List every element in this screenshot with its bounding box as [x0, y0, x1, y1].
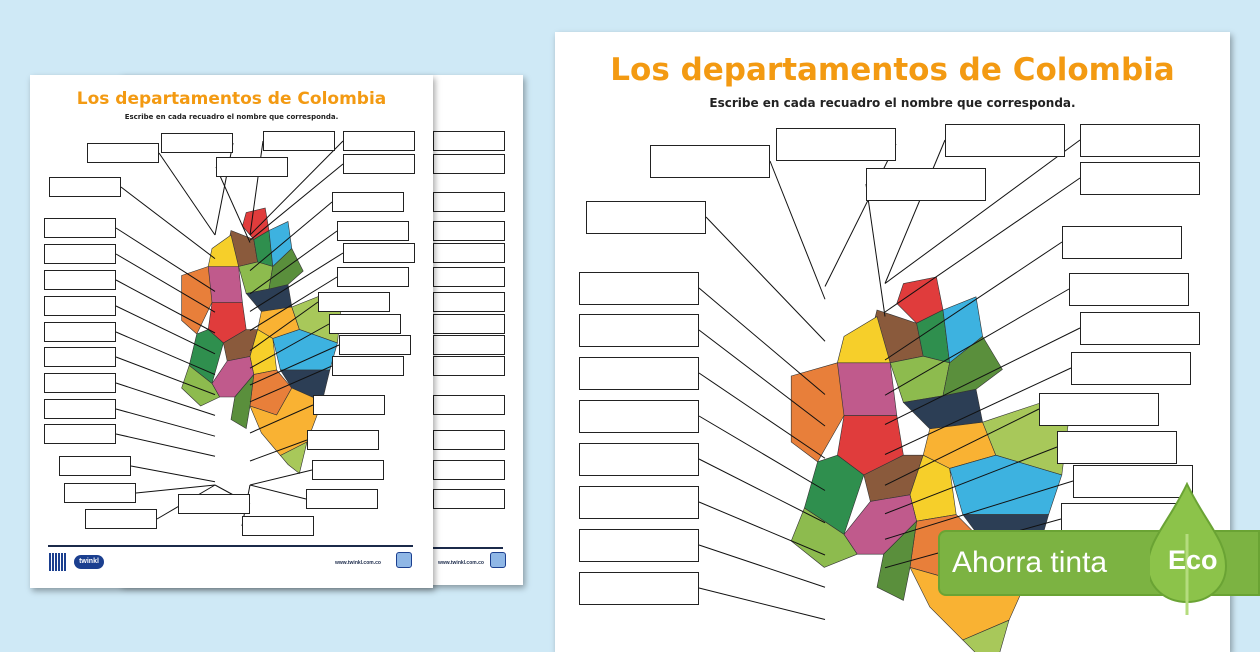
- answer-box[interactable]: [161, 133, 233, 153]
- leader-line: [131, 466, 215, 482]
- answer-box[interactable]: [433, 314, 505, 334]
- answer-box[interactable]: [433, 335, 505, 355]
- eco-badge-label: Ahorra tinta: [952, 546, 1108, 579]
- answer-box[interactable]: [579, 486, 699, 519]
- answer-box[interactable]: [579, 400, 699, 433]
- answer-box[interactable]: [579, 529, 699, 562]
- worksheet-title: Los departamentos de Colombia: [76, 89, 387, 109]
- answer-box[interactable]: [1039, 393, 1159, 426]
- worksheet-small: [30, 75, 433, 588]
- twinkl-logo: twinkl: [74, 555, 104, 569]
- answer-box[interactable]: [49, 177, 121, 197]
- department-region: [791, 363, 844, 462]
- answer-box[interactable]: [306, 489, 378, 509]
- answer-box[interactable]: [64, 483, 136, 503]
- answer-box[interactable]: [433, 154, 505, 174]
- answer-box[interactable]: [339, 335, 411, 355]
- leader-line: [116, 409, 215, 436]
- twinkl-badge-icon: [490, 552, 506, 568]
- footer-url: www.twinkl.com.co: [438, 560, 484, 566]
- leader-line: [116, 228, 215, 291]
- answer-box[interactable]: [579, 272, 699, 305]
- answer-box[interactable]: [579, 357, 699, 390]
- answer-box[interactable]: [1069, 273, 1189, 306]
- answer-box[interactable]: [337, 267, 409, 287]
- answer-box[interactable]: [178, 494, 250, 514]
- answer-box[interactable]: [1080, 312, 1200, 345]
- leader-line: [250, 141, 343, 235]
- answer-box[interactable]: [44, 270, 116, 290]
- answer-box[interactable]: [433, 131, 505, 151]
- answer-box[interactable]: [1071, 352, 1191, 385]
- answer-box[interactable]: [343, 243, 415, 263]
- leader-line: [825, 144, 896, 287]
- answer-box[interactable]: [1080, 124, 1200, 157]
- answer-box[interactable]: [313, 395, 385, 415]
- answer-box[interactable]: [433, 489, 505, 509]
- answer-box[interactable]: [44, 296, 116, 316]
- answer-box[interactable]: [263, 131, 335, 151]
- leader-line: [770, 161, 825, 299]
- leader-line: [116, 434, 215, 456]
- answer-box[interactable]: [579, 314, 699, 347]
- answer-box[interactable]: [776, 128, 896, 161]
- answer-box[interactable]: [433, 460, 505, 480]
- answer-box[interactable]: [44, 244, 116, 264]
- answer-box[interactable]: [945, 124, 1065, 157]
- answer-box[interactable]: [650, 145, 770, 178]
- answer-box[interactable]: [87, 143, 159, 163]
- answer-box[interactable]: [433, 356, 505, 376]
- worksheet-title: Los departamentos de Colombia: [610, 52, 1175, 88]
- answer-box[interactable]: [343, 154, 415, 174]
- answer-box[interactable]: [44, 399, 116, 419]
- answer-box[interactable]: [332, 356, 404, 376]
- answer-box[interactable]: [579, 572, 699, 605]
- answer-box[interactable]: [312, 460, 384, 480]
- answer-box[interactable]: [1062, 226, 1182, 259]
- leader-line: [121, 187, 215, 259]
- answer-box[interactable]: [329, 314, 401, 334]
- answer-box[interactable]: [433, 192, 505, 212]
- answer-box[interactable]: [44, 347, 116, 367]
- answer-box[interactable]: [337, 221, 409, 241]
- qr-code-icon: [49, 553, 67, 571]
- answer-box[interactable]: [866, 168, 986, 201]
- eco-label: Eco: [1168, 545, 1218, 575]
- leader-line: [699, 459, 825, 523]
- answer-box[interactable]: [1080, 162, 1200, 195]
- leader-line: [706, 217, 825, 341]
- leader-line: [699, 588, 825, 620]
- answer-box[interactable]: [216, 157, 288, 177]
- answer-box[interactable]: [433, 243, 505, 263]
- leader-line: [250, 485, 306, 499]
- answer-box[interactable]: [343, 131, 415, 151]
- leader-line: [885, 140, 1080, 284]
- answer-box[interactable]: [433, 395, 505, 415]
- footer-url: www.twinkl.com.co: [335, 560, 381, 566]
- answer-box[interactable]: [44, 322, 116, 342]
- answer-box[interactable]: [242, 516, 314, 536]
- twinkl-badge-icon: [396, 552, 412, 568]
- answer-box[interactable]: [579, 443, 699, 476]
- answer-box[interactable]: [586, 201, 706, 234]
- answer-box[interactable]: [433, 221, 505, 241]
- answer-box[interactable]: [332, 192, 404, 212]
- answer-box[interactable]: [433, 267, 505, 287]
- answer-box[interactable]: [433, 430, 505, 450]
- answer-box[interactable]: [44, 373, 116, 393]
- answer-box[interactable]: [307, 430, 379, 450]
- answer-box[interactable]: [44, 424, 116, 444]
- department-region: [239, 262, 273, 294]
- footer-divider: [48, 545, 413, 547]
- worksheet-subtitle: Escribe en cada recuadro el nombre que corresponda.: [709, 96, 1076, 110]
- answer-box[interactable]: [85, 509, 157, 529]
- leader-line: [866, 184, 885, 317]
- answer-box[interactable]: [318, 292, 390, 312]
- leader-line: [250, 470, 312, 485]
- department-region: [182, 267, 212, 335]
- answer-box[interactable]: [44, 218, 116, 238]
- answer-box[interactable]: [59, 456, 131, 476]
- worksheet-subtitle: Escribe en cada recuadro el nombre que corresponda.: [124, 113, 339, 121]
- answer-box[interactable]: [433, 292, 505, 312]
- answer-box[interactable]: [1057, 431, 1177, 464]
